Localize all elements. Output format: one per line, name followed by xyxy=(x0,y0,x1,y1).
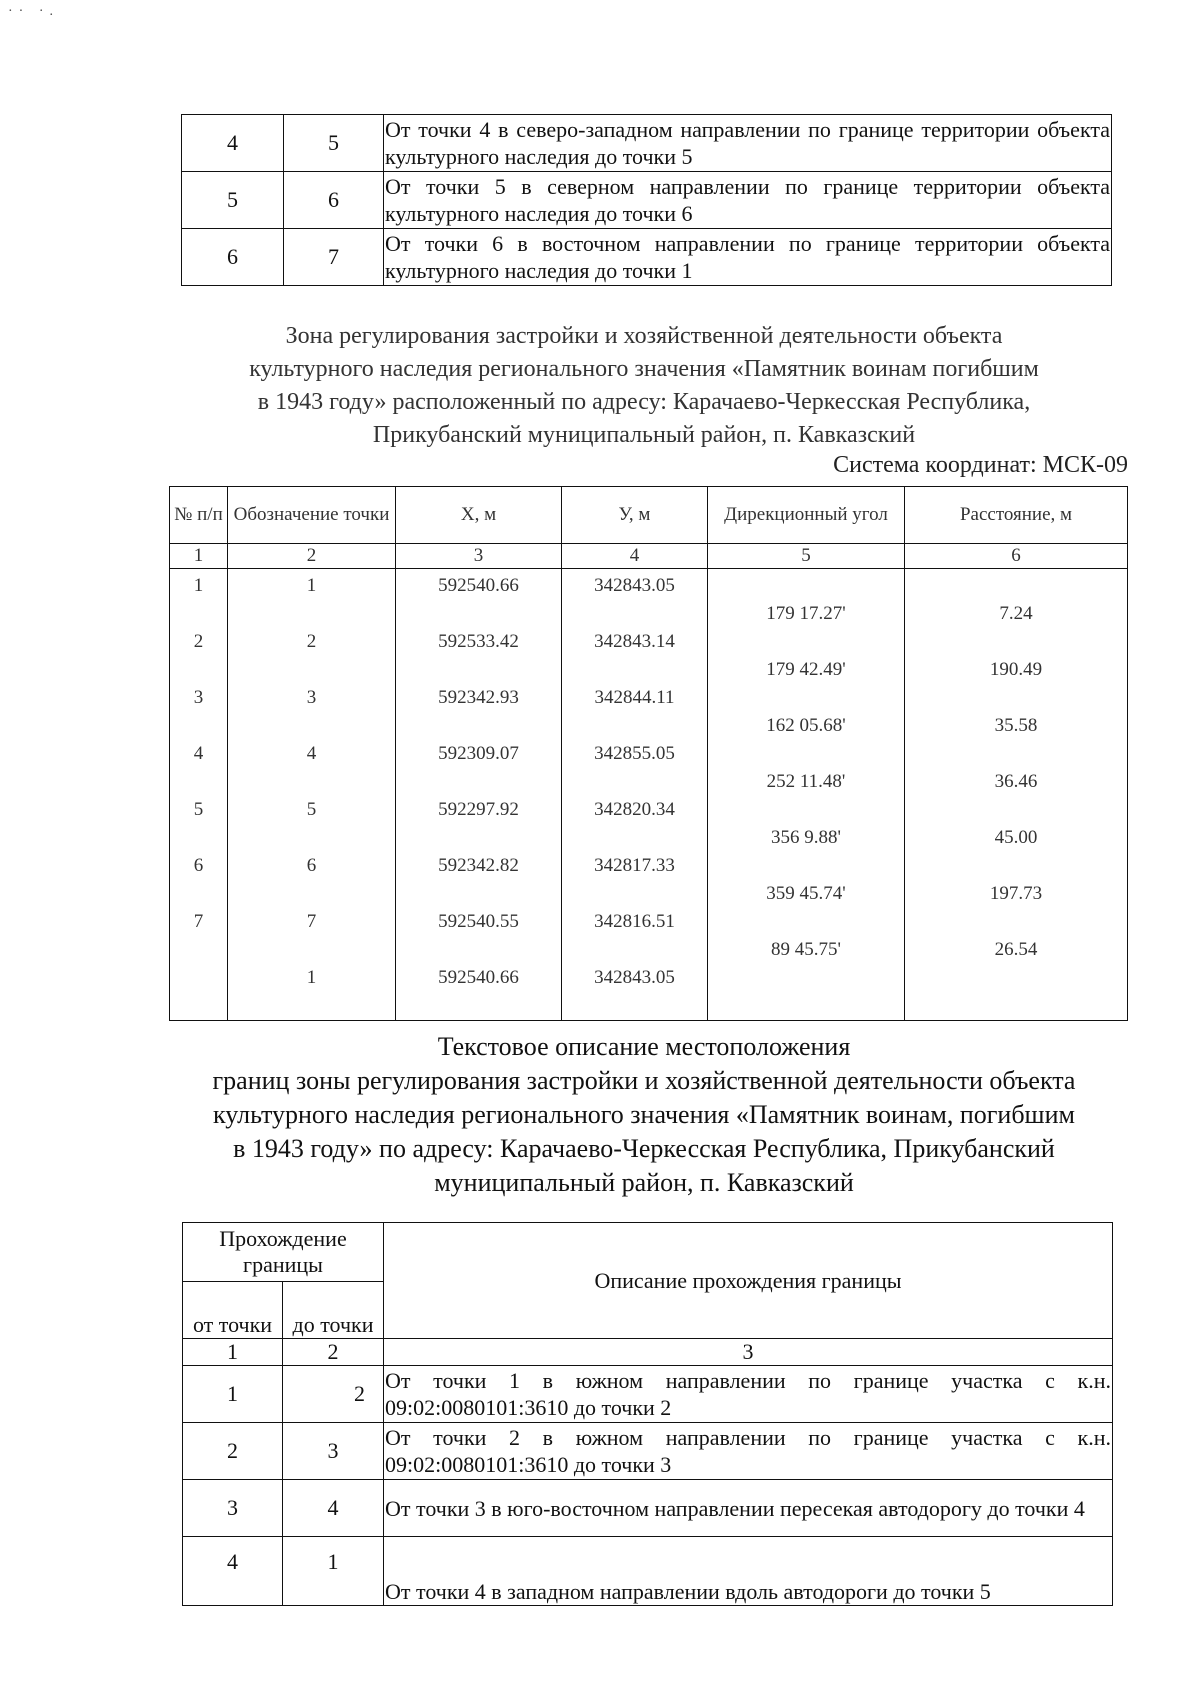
heading-line: Текстовое описание местоположения xyxy=(437,1032,851,1061)
to-point: 7 xyxy=(284,229,384,286)
y-value: 342843.05 xyxy=(594,967,675,988)
direction-angle: 359 45.74' xyxy=(766,883,846,904)
direction-angle: 252 11.48' xyxy=(766,771,846,792)
header-number: № п/п xyxy=(170,487,228,544)
header-point: Обозначение точки xyxy=(228,487,396,544)
boundary-description: От точки 3 в юго-восточном направлении пересекая автодорогу до точки 4 xyxy=(384,1480,1113,1537)
x-value: 592533.42 xyxy=(438,631,519,652)
zone-heading xyxy=(160,320,1128,452)
to-point: 4 xyxy=(283,1480,384,1537)
point-number xyxy=(170,964,227,1020)
boundary-description-table xyxy=(182,1222,1113,1606)
point-number: 1 xyxy=(193,575,204,596)
y-column xyxy=(562,569,708,1021)
from-point: 6 xyxy=(182,229,284,286)
zone-heading-line: культурного наследия регионального значения «Памятник воинам погибшим xyxy=(249,356,1039,382)
point-number: 7 xyxy=(193,911,204,932)
x-value: 592342.82 xyxy=(438,855,519,876)
distance-value: 7.24 xyxy=(999,603,1033,624)
header-from-point: от точки xyxy=(183,1282,283,1339)
point-label: 1 xyxy=(306,967,317,988)
heading-line: в 1943 году» по адресу: Карачаево-Черкесская Республика, Прикубанский xyxy=(233,1134,1055,1163)
column-number-row xyxy=(183,1339,1113,1366)
point-label: 5 xyxy=(306,799,317,820)
to-point: 2 xyxy=(283,1366,384,1423)
zone-heading-line: в 1943 году» расположенный по адресу: Карачаево-Черкесская Республика, xyxy=(257,389,1031,415)
y-value: 342820.34 xyxy=(594,799,675,820)
distance-column xyxy=(905,569,1128,1021)
angle-column xyxy=(708,569,905,1021)
x-value: 592540.55 xyxy=(438,911,519,932)
x-value: 592342.93 xyxy=(438,687,519,708)
y-value: 342855.05 xyxy=(594,743,675,764)
from-point: 2 xyxy=(183,1423,283,1480)
column-number: 3 xyxy=(384,1339,1113,1366)
from-point: 1 xyxy=(183,1366,283,1423)
label-column xyxy=(228,569,396,1021)
direction-angle: 162 05.68' xyxy=(766,715,846,736)
column-number: 5 xyxy=(708,544,905,569)
column-number: 2 xyxy=(228,544,396,569)
heading-line: границ зоны регулирования застройки и хозяйственной деятельности объекта xyxy=(212,1066,1076,1095)
table-row xyxy=(182,172,1112,229)
x-value: 592297.92 xyxy=(438,799,519,820)
column-number-row xyxy=(170,544,1128,569)
distance-value: 36.46 xyxy=(994,771,1038,792)
point-label: 3 xyxy=(306,687,317,708)
header-boundary-passage: Прохождение границы xyxy=(183,1223,384,1282)
distance-value: 197.73 xyxy=(989,883,1043,904)
to-point: 3 xyxy=(283,1423,384,1480)
table-row xyxy=(183,1366,1113,1423)
distance-value: 45.00 xyxy=(994,827,1038,848)
header-to-point: до точки xyxy=(283,1282,384,1339)
heading-line: муниципальный район, п. Кавказский xyxy=(434,1168,854,1197)
table-row xyxy=(182,115,1112,172)
y-value: 342844.11 xyxy=(594,687,675,708)
table-row xyxy=(183,1423,1113,1480)
from-point: 5 xyxy=(182,172,284,229)
table-header-row xyxy=(170,487,1128,544)
y-value: 342817.33 xyxy=(594,855,675,876)
boundary-description: От точки 5 в северном направлении по границе территории объекта культурного наследия до точки 6 xyxy=(384,172,1112,229)
distance-value: 35.58 xyxy=(994,715,1038,736)
point-number: 3 xyxy=(193,687,204,708)
to-point: 1 xyxy=(283,1537,384,1606)
header-description: Описание прохождения границы xyxy=(384,1223,1113,1339)
boundary-description: От точки 1 в южном направлении по границе участка с к.н. 09:02:0080101:3610 до точки 2 xyxy=(384,1366,1113,1423)
column-number: 4 xyxy=(562,544,708,569)
point-number: 5 xyxy=(193,799,204,820)
zone-heading-line: Зона регулирования застройки и хозяйственной деятельности объекта xyxy=(285,323,1003,349)
to-point: 5 xyxy=(284,115,384,172)
from-point: 4 xyxy=(182,115,284,172)
point-label: 6 xyxy=(306,855,317,876)
heading-line: культурного наследия регионального значения «Памятник воинам, погибшим xyxy=(213,1100,1075,1129)
distance-value: 26.54 xyxy=(994,939,1038,960)
column-number: 1 xyxy=(183,1339,283,1366)
x-value: 592540.66 xyxy=(438,575,519,596)
point-label: 1 xyxy=(306,575,317,596)
distance-value: 190.49 xyxy=(989,659,1043,680)
table-row xyxy=(183,1537,1113,1606)
zone-heading-line: Прикубанский муниципальный район, п. Кавказский xyxy=(372,422,916,448)
column-number: 6 xyxy=(905,544,1128,569)
x-column xyxy=(396,569,562,1021)
y-value: 342843.14 xyxy=(594,631,675,652)
header-angle: Дирекционный угол xyxy=(708,487,905,544)
boundary-description: От точки 2 в южном направлении по границе участка с к.н. 09:02:0080101:3610 до точки 3 xyxy=(384,1423,1113,1480)
header-y: У, м xyxy=(562,487,708,544)
point-label: 7 xyxy=(306,911,317,932)
boundary-description: От точки 6 в восточном направлении по границе территории объекта культурного наследия до точки 1 xyxy=(384,229,1112,286)
point-number: 4 xyxy=(193,743,204,764)
scan-specks: ·· ·. xyxy=(8,4,59,19)
header-distance: Расстояние, м xyxy=(905,487,1128,544)
boundary-description: От точки 4 в северо-западном направлении по границе территории объекта культурного наследия до точки 5 xyxy=(384,115,1112,172)
table-row xyxy=(183,1480,1113,1537)
table-row xyxy=(182,229,1112,286)
text-description-heading xyxy=(160,1030,1128,1200)
column-number: 1 xyxy=(170,544,228,569)
to-point: 6 xyxy=(284,172,384,229)
number-column xyxy=(170,569,228,1021)
direction-angle: 179 17.27' xyxy=(766,603,846,624)
from-point: 4 xyxy=(183,1537,283,1606)
direction-angle: 89 45.75' xyxy=(771,939,841,960)
direction-angle: 179 42.49' xyxy=(766,659,846,680)
y-value: 342816.51 xyxy=(594,911,675,932)
coordinate-table xyxy=(169,486,1128,1021)
point-number: 2 xyxy=(193,631,204,652)
coordinate-system: Система координат: МСК-09 xyxy=(833,452,1128,478)
x-value: 592309.07 xyxy=(438,743,519,764)
coordinate-body xyxy=(170,569,1128,1021)
point-label: 4 xyxy=(306,743,317,764)
point-number: 6 xyxy=(193,855,204,876)
table-header-row xyxy=(183,1223,1113,1282)
boundary-description: От точки 4 в западном направлении вдоль автодороги до точки 5 xyxy=(384,1537,1113,1606)
x-value: 592540.66 xyxy=(438,967,519,988)
top-boundary-table xyxy=(181,114,1112,286)
y-value: 342843.05 xyxy=(594,575,675,596)
column-number: 2 xyxy=(283,1339,384,1366)
header-x: Х, м xyxy=(396,487,562,544)
column-number: 3 xyxy=(396,544,562,569)
from-point: 3 xyxy=(183,1480,283,1537)
direction-angle: 356 9.88' xyxy=(771,827,841,848)
point-label: 2 xyxy=(306,631,317,652)
